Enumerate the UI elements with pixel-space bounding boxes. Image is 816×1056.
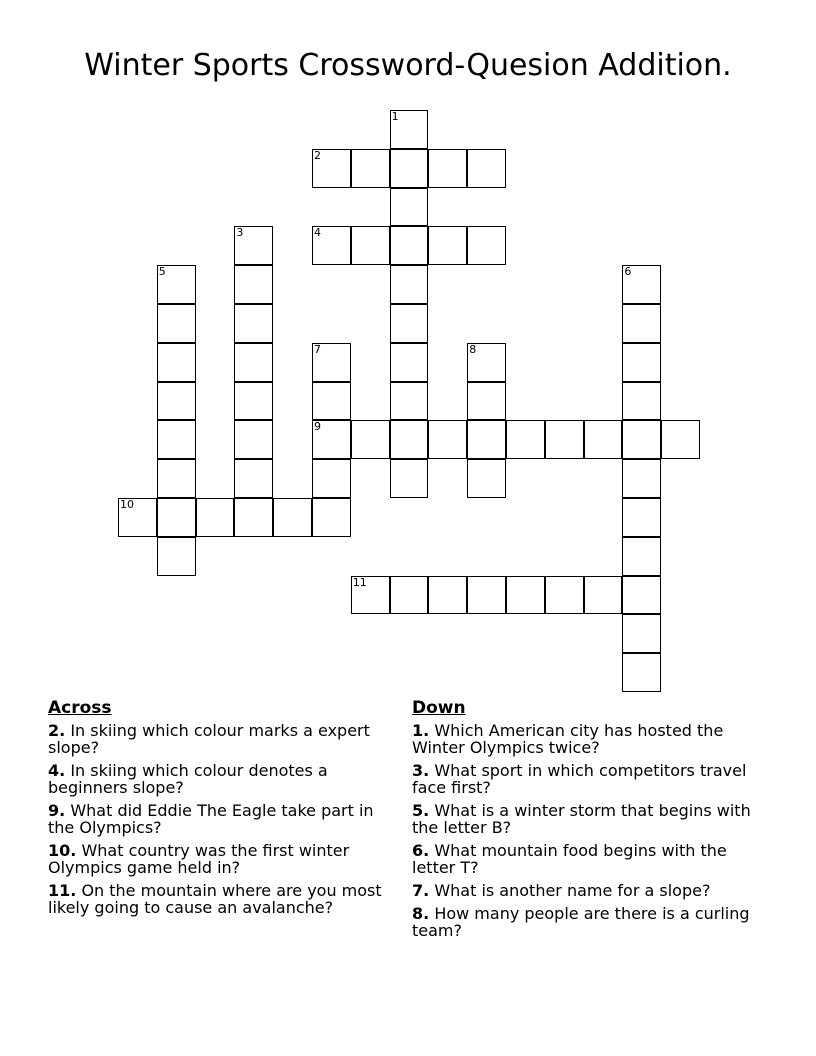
grid-cell[interactable] bbox=[312, 382, 351, 421]
grid-cell[interactable] bbox=[622, 265, 661, 304]
down-clue-5 bbox=[412, 802, 757, 836]
grid-cell[interactable] bbox=[390, 420, 429, 459]
clue-number: 5. bbox=[412, 801, 430, 820]
grid-cell[interactable] bbox=[234, 226, 273, 265]
clue-number: 1. bbox=[412, 721, 430, 740]
down-heading: Down bbox=[412, 698, 466, 718]
cell-number: 3 bbox=[236, 226, 244, 240]
grid-cell[interactable] bbox=[506, 576, 545, 615]
clue-text: How many people are there is a curling team? bbox=[412, 904, 750, 940]
cell-number: 1 bbox=[391, 110, 399, 123]
clue-number: 6. bbox=[412, 841, 430, 860]
clue-text: In skiing which colour marks a expert slope? bbox=[48, 721, 370, 757]
grid-cell[interactable] bbox=[390, 576, 429, 615]
grid-cell[interactable] bbox=[467, 226, 506, 265]
grid-cell[interactable] bbox=[234, 265, 273, 304]
clue-number: 2. bbox=[48, 721, 66, 740]
grid-cell[interactable] bbox=[351, 149, 390, 188]
cell-number: 10 bbox=[120, 498, 134, 511]
clue-number: 3. bbox=[412, 761, 430, 780]
grid-cell[interactable] bbox=[196, 498, 235, 537]
grid-cell[interactable] bbox=[312, 459, 351, 498]
grid-cell[interactable] bbox=[157, 265, 196, 304]
grid-cell[interactable] bbox=[545, 576, 584, 615]
grid-cell[interactable] bbox=[351, 576, 390, 615]
grid-cell[interactable] bbox=[312, 149, 351, 188]
grid-cell[interactable] bbox=[428, 149, 467, 188]
grid-cell[interactable] bbox=[157, 343, 196, 382]
cell-number: 7 bbox=[314, 342, 321, 356]
grid-cell[interactable] bbox=[584, 420, 623, 459]
grid-cell[interactable] bbox=[428, 226, 467, 265]
grid-cell[interactable] bbox=[157, 498, 196, 537]
grid-cell[interactable] bbox=[428, 576, 467, 615]
grid-cell[interactable] bbox=[157, 459, 196, 498]
grid-cell[interactable] bbox=[545, 420, 584, 459]
down-clue-8 bbox=[412, 905, 757, 939]
grid-cell[interactable] bbox=[390, 304, 429, 343]
clue-number: 9. bbox=[48, 801, 66, 820]
grid-cell[interactable] bbox=[312, 420, 351, 459]
grid-cell[interactable] bbox=[390, 149, 429, 188]
grid-cell[interactable] bbox=[584, 576, 623, 615]
across-clue-9 bbox=[48, 802, 393, 836]
across-clues bbox=[48, 700, 393, 922]
grid-cell[interactable] bbox=[467, 382, 506, 421]
grid-cell[interactable] bbox=[312, 498, 351, 537]
clue-text: Which American city has hosted the Winter Olympics twice? bbox=[412, 721, 724, 757]
grid-cell[interactable] bbox=[157, 420, 196, 459]
clue-number: 8. bbox=[412, 904, 430, 923]
grid-cell[interactable] bbox=[234, 420, 273, 459]
down-clue-3 bbox=[412, 762, 757, 796]
grid-cell[interactable] bbox=[467, 420, 506, 459]
grid-cell[interactable] bbox=[390, 343, 429, 382]
grid-cell[interactable] bbox=[390, 110, 429, 149]
grid-cell[interactable] bbox=[312, 343, 351, 382]
grid-cell[interactable] bbox=[467, 149, 506, 188]
grid-cell[interactable] bbox=[234, 343, 273, 382]
cell-number: 8 bbox=[469, 342, 477, 356]
clue-text: What country was the first winter Olympics game held in? bbox=[48, 841, 350, 877]
down-clue-1 bbox=[412, 722, 757, 756]
clue-number: 4. bbox=[48, 761, 66, 780]
grid-cell[interactable] bbox=[351, 420, 390, 459]
clue-number: 11. bbox=[48, 881, 77, 900]
across-heading: Across bbox=[48, 698, 112, 718]
grid-cell[interactable] bbox=[390, 265, 429, 304]
clue-number: 7. bbox=[412, 881, 430, 900]
grid-cell[interactable] bbox=[622, 420, 661, 459]
clue-text: On the mountain where are you most likely going to cause an avalanche? bbox=[48, 881, 382, 917]
grid-cell[interactable] bbox=[157, 304, 196, 343]
across-clue-11 bbox=[48, 882, 393, 916]
grid-cell[interactable] bbox=[467, 459, 506, 498]
cell-number: 9 bbox=[314, 420, 321, 434]
grid-cell[interactable] bbox=[622, 304, 661, 343]
grid-cell[interactable] bbox=[118, 498, 157, 537]
grid-cell[interactable] bbox=[622, 537, 661, 576]
grid-cell[interactable] bbox=[234, 459, 273, 498]
clue-text: In skiing which colour denotes a beginners slope? bbox=[48, 761, 328, 797]
grid-cell[interactable] bbox=[622, 382, 661, 421]
grid-cell[interactable] bbox=[622, 653, 661, 692]
grid-cell[interactable] bbox=[661, 420, 700, 459]
grid-cell[interactable] bbox=[390, 226, 429, 265]
grid-cell[interactable] bbox=[390, 459, 429, 498]
grid-cell[interactable] bbox=[312, 226, 351, 265]
clue-text: What sport in which competitors travel face first? bbox=[412, 761, 747, 797]
grid-cell[interactable] bbox=[622, 343, 661, 382]
grid-cell[interactable] bbox=[428, 420, 467, 459]
grid-cell[interactable] bbox=[622, 498, 661, 537]
grid-cell[interactable] bbox=[351, 226, 390, 265]
grid-cell[interactable] bbox=[622, 459, 661, 498]
down-clue-7 bbox=[412, 882, 757, 899]
cell-number: 6 bbox=[624, 265, 632, 279]
grid-cell[interactable] bbox=[273, 498, 312, 537]
across-clue-10 bbox=[48, 842, 393, 876]
grid-cell[interactable] bbox=[234, 382, 273, 421]
grid-cell[interactable] bbox=[390, 382, 429, 421]
down-clue-6 bbox=[412, 842, 757, 876]
grid-cell[interactable] bbox=[467, 576, 506, 615]
grid-cell[interactable] bbox=[234, 498, 273, 537]
cell-number: 4 bbox=[314, 226, 321, 240]
cell-number: 11 bbox=[352, 575, 367, 589]
clue-text: What is another name for a slope? bbox=[434, 881, 711, 900]
down-clues bbox=[412, 700, 757, 945]
puzzle-title: Winter Sports Crossword-Quesion Addition. bbox=[84, 48, 732, 83]
grid-cell[interactable] bbox=[622, 614, 661, 653]
clue-text: What is a winter storm that begins with the letter B? bbox=[412, 801, 751, 837]
cell-number: 2 bbox=[314, 148, 321, 162]
cell-number: 5 bbox=[158, 265, 166, 279]
grid-cell[interactable] bbox=[234, 304, 273, 343]
clue-text: What did Eddie The Eagle take part in the Olympics? bbox=[48, 801, 374, 837]
clue-text: What mountain food begins with the letter T? bbox=[412, 841, 727, 877]
clue-number: 10. bbox=[48, 841, 77, 860]
grid-cell[interactable] bbox=[390, 188, 429, 227]
grid-cell[interactable] bbox=[506, 420, 545, 459]
grid-cell[interactable] bbox=[157, 537, 196, 576]
grid-cell[interactable] bbox=[157, 382, 196, 421]
grid-cell[interactable] bbox=[622, 576, 661, 615]
across-clue-2 bbox=[48, 722, 393, 756]
grid-cell[interactable] bbox=[467, 343, 506, 382]
across-clue-4 bbox=[48, 762, 393, 796]
